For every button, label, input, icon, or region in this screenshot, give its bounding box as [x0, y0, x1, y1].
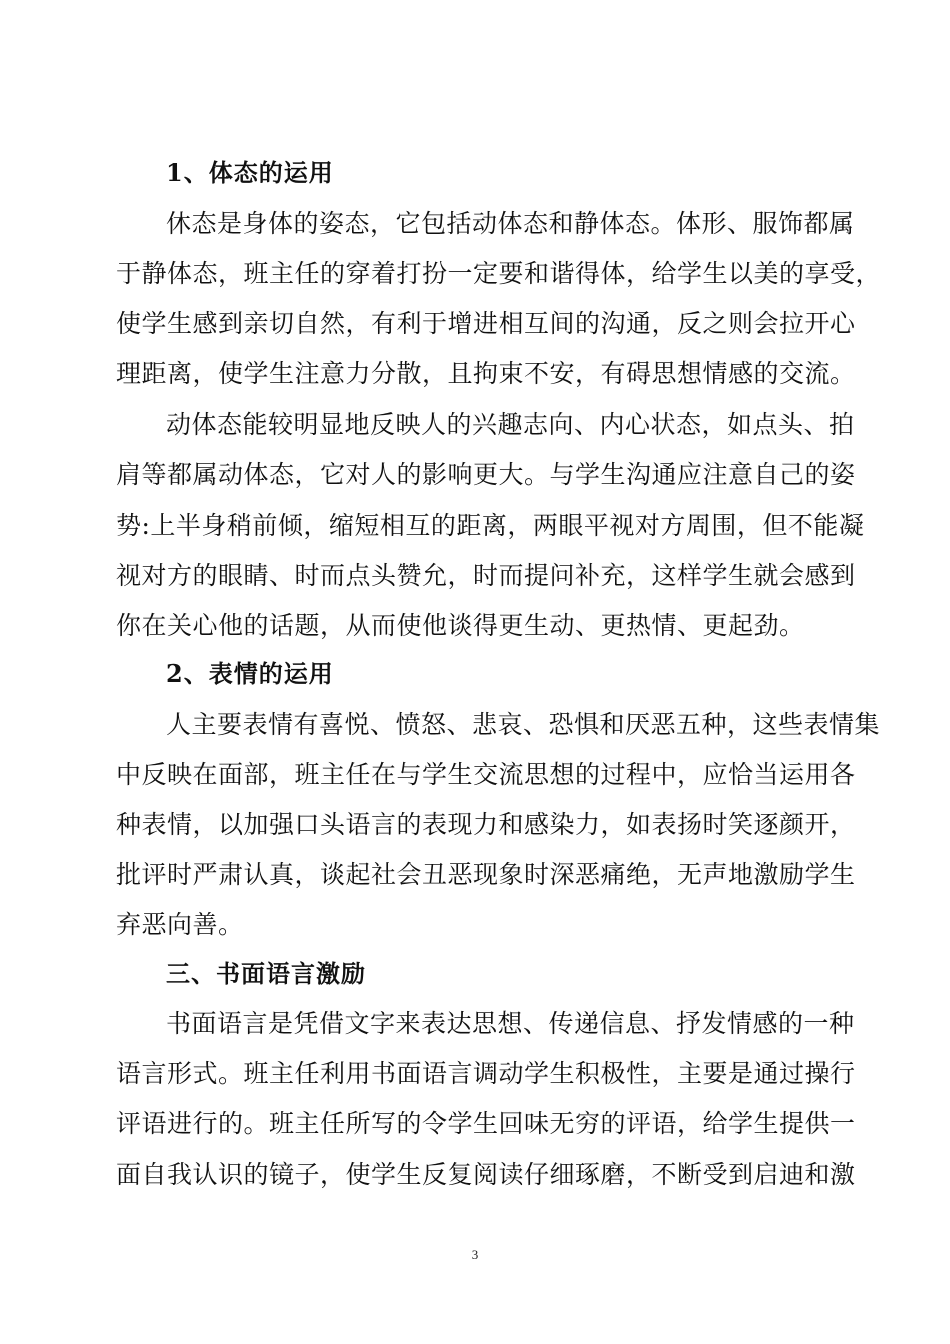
paragraph-line: 动体态能较明显地反映人的兴趣志向、内心状态，如点头、拍	[166, 410, 855, 439]
paragraph-line: 视对方的眼睛、时而点头赞允，时而提问补充，这样学生就会感到	[116, 561, 856, 590]
paragraph-line: 休态是身体的姿态，它包括动体态和静体态。体形、服饰都属	[166, 209, 855, 238]
section-heading: 2、表情的运用	[166, 659, 334, 688]
paragraph-line: 书面语言是凭借文字来表达思想、传递信息、抒发情感的一种	[166, 1009, 855, 1038]
paragraph-line: 肩等都属动体态，它对人的影响更大。与学生沟通应注意自己的姿	[116, 460, 856, 489]
paragraph-line: 你在关心他的话题，从而使他谈得更生动、更热情、更起劲。	[116, 611, 805, 640]
paragraph-line: 面自我认识的镜子，使学生反复阅读仔细琢磨，不断受到启迪和激	[116, 1160, 856, 1189]
paragraph-line: 评语进行的。班主任所写的令学生回味无穷的评语，给学生提供一	[116, 1109, 856, 1138]
paragraph-line: 理距离，使学生注意力分散，且拘束不安，有碍思想情感的交流。	[116, 359, 856, 388]
paragraph-line: 弃恶向善。	[116, 910, 244, 939]
paragraph-line: 于静体态，班主任的穿着打扮一定要和谐得体，给学生以美的享受，	[116, 259, 882, 288]
paragraph-line: 使学生感到亲切自然，有利于增进相互间的沟通，反之则会拉开心	[116, 309, 856, 338]
paragraph-line: 语言形式。班主任利用书面语言调动学生积极性，主要是通过操行	[116, 1059, 856, 1088]
section-heading: 1、体态的运用	[166, 158, 334, 187]
paragraph-line: 中反映在面部，班主任在与学生交流思想的过程中，应恰当运用各	[116, 760, 856, 789]
page-number: 3	[471, 1247, 479, 1262]
paragraph-line: 势:上半身稍前倾，缩短相互的距离，两眼平视对方周围，但不能凝	[116, 511, 865, 540]
paragraph-line: 种表情，以加强口头语言的表现力和感染力，如表扬时笑逐颜开，	[116, 810, 856, 839]
paragraph-line: 人主要表情有喜悦、愤怒、悲哀、恐惧和厌恶五种，这些表情集	[166, 710, 881, 739]
paragraph-line: 批评时严肃认真，谈起社会丑恶现象时深恶痛绝，无声地激励学生	[116, 860, 856, 889]
section-heading: 三、书面语言激励	[166, 959, 366, 988]
